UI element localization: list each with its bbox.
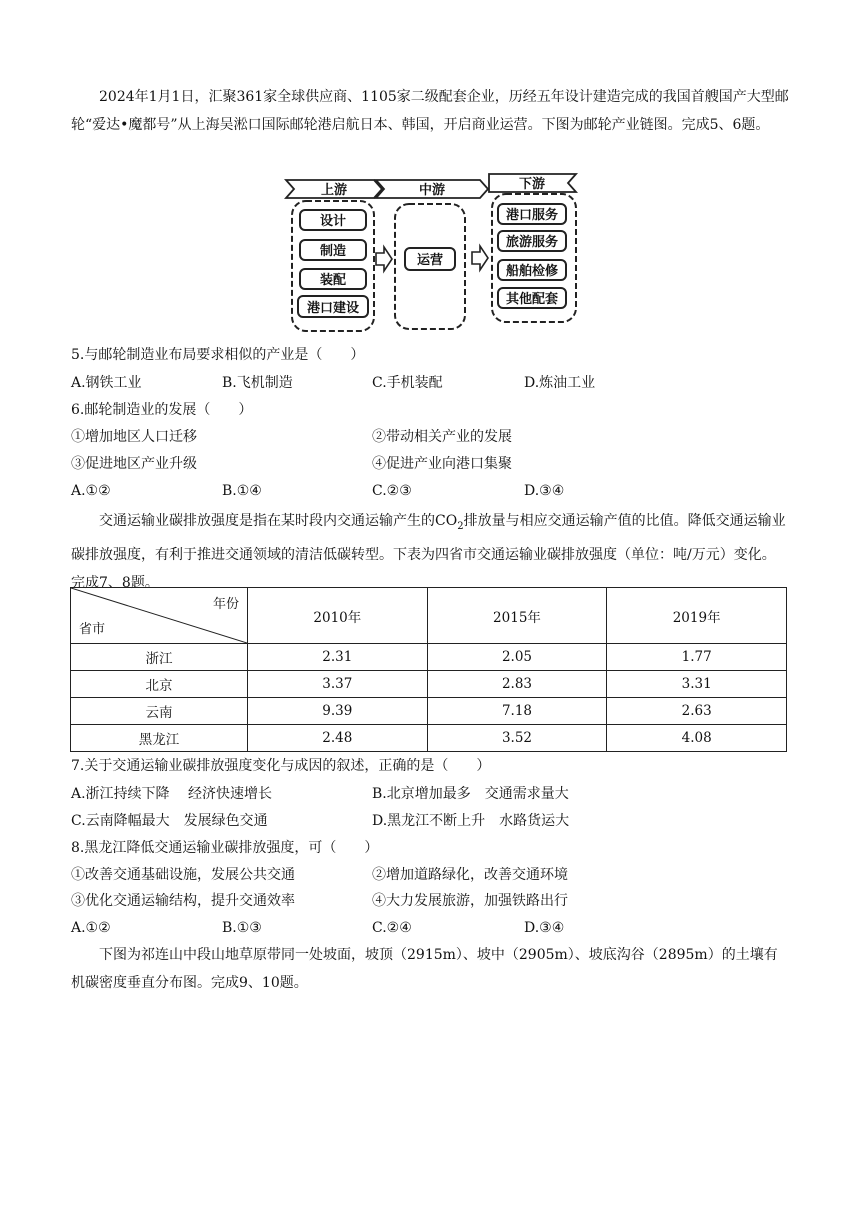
table-cell: 3.37 [248, 671, 428, 698]
table-row [71, 644, 787, 671]
question-7-option-b: B.北京增加最多 交通需求量大 [372, 786, 569, 802]
intro-paragraph-2: 交通运输业碳排放强度是指在某时段内交通运输产生的$CO_2$排放量与相应交通运输产值的比值。降低交通运输业碳排放强度，有利于推进交通领域的清洁低碳转型。下表为四省市交通运输业碳排放强度（单位：吨/万元）变化。完成7、8题。 [71, 513, 786, 591]
carbon-intensity-table [70, 587, 787, 752]
midstream-item: 运营 [416, 253, 444, 268]
question-8-statement: ②增加道路绿化，改善交通环境 [372, 867, 568, 883]
question-8-statement: ①改善交通基础设施，发展公共交通 [71, 867, 295, 883]
question-8-stem: 8.黑龙江降低交通运输业碳排放强度，可（ ） [71, 840, 379, 856]
industry-chain-figure [284, 172, 580, 336]
downstream-item: 船舶检修 [505, 264, 559, 279]
table-cell: 7.18 [427, 698, 607, 725]
question-6-option-c: C.②③ [372, 483, 412, 499]
question-6-stem: 6.邮轮制造业的发展（ ） [71, 402, 253, 418]
downstream-item: 旅游服务 [505, 235, 559, 250]
column-header: 2010年 [248, 588, 428, 644]
question-7-stem: 7.关于交通运输业碳排放强度变化与成因的叙述，正确的是（ ） [71, 758, 491, 774]
question-6-statement: ③促进地区产业升级 [71, 456, 197, 472]
question-6-statement: ④促进产业向港口集聚 [372, 456, 512, 472]
question-6-statement: ①增加地区人口迁移 [71, 429, 197, 445]
downstream-item: 港口服务 [505, 208, 559, 223]
question-5-option-c: C.手机装配 [372, 375, 443, 391]
table-cell: 2.63 [607, 698, 787, 725]
upstream-item: 设计 [319, 214, 347, 229]
question-8-option-b: B.①③ [222, 920, 262, 936]
question-5-stem: 5.与邮轮制造业布局要求相似的产业是（ ） [71, 347, 365, 363]
question-7-option-c: C.云南降幅最大 发展绿色交通 [71, 813, 268, 829]
question-7-option-a: A.浙江持续下降 经济快速增长 [71, 786, 273, 802]
question-8-statement: ③优化交通运输结构，提升交通效率 [71, 893, 295, 909]
midstream-label: 中游 [418, 183, 446, 198]
header-region: 省市 [79, 622, 106, 637]
table-row [71, 725, 787, 752]
table-row [71, 698, 787, 725]
question-6-option-d: D.③④ [524, 483, 565, 499]
question-8-option-a: A.①② [71, 920, 111, 936]
table-cell: 2.05 [427, 644, 607, 671]
row-name: 黑龙江 [71, 725, 248, 752]
header-year: 年份 [212, 597, 239, 612]
row-name: 浙江 [71, 644, 248, 671]
arrow-right-icon [472, 246, 488, 270]
downstream-label: 下游 [518, 177, 546, 192]
column-header: 2015年 [427, 588, 607, 644]
intro-paragraph-3: 下图为祁连山中段山地草原带同一处坡面，坡顶（2915m）、坡中（2905m）、坡底沟谷（2895m）的土壤有机碳密度垂直分布图。完成9、10题。 [71, 947, 778, 991]
question-5-option-b: B.飞机制造 [222, 375, 293, 391]
table-cell: 1.77 [607, 644, 787, 671]
table-row [71, 671, 787, 698]
question-5-option-d: D.炼油工业 [524, 375, 596, 391]
table-cell: 4.08 [607, 725, 787, 752]
row-name: 云南 [71, 698, 248, 725]
table-corner-header [71, 588, 248, 644]
table-cell: 9.39 [248, 698, 428, 725]
question-8-option-d: D.③④ [524, 920, 565, 936]
table-cell: 3.31 [607, 671, 787, 698]
upstream-label: 上游 [320, 183, 348, 198]
question-7-option-d: D.黑龙江不断上升 水路货运大 [372, 813, 570, 829]
table-cell: 2.48 [248, 725, 428, 752]
question-5-option-a: A.钢铁工业 [71, 375, 142, 391]
intro-paragraph-1: 2024年1月1日，汇聚361家全球供应商、1105家二级配套企业，历经五年设计建造完成的我国首艘国产大型邮轮“爱达•魔都号”从上海吴淞口国际邮轮港启航日本、韩国，开启商业运营。下图为邮轮产业链图。完成5、6题。 [71, 89, 789, 133]
row-name: 北京 [71, 671, 248, 698]
downstream-item: 其他配套 [505, 292, 559, 307]
question-8-statement: ④大力发展旅游，加强铁路出行 [372, 893, 568, 909]
question-8-option-c: C.②④ [372, 920, 412, 936]
upstream-item: 港口建设 [306, 301, 360, 316]
table-cell: 3.52 [427, 725, 607, 752]
question-6-option-a: A.①② [71, 483, 111, 499]
arrow-right-icon [376, 247, 392, 271]
question-6-statement: ②带动相关产业的发展 [372, 429, 512, 445]
question-6-option-b: B.①④ [222, 483, 262, 499]
upstream-item: 装配 [319, 273, 347, 288]
column-header: 2019年 [607, 588, 787, 644]
upstream-item: 制造 [319, 244, 347, 259]
table-cell: 2.31 [248, 644, 428, 671]
table-cell: 2.83 [427, 671, 607, 698]
